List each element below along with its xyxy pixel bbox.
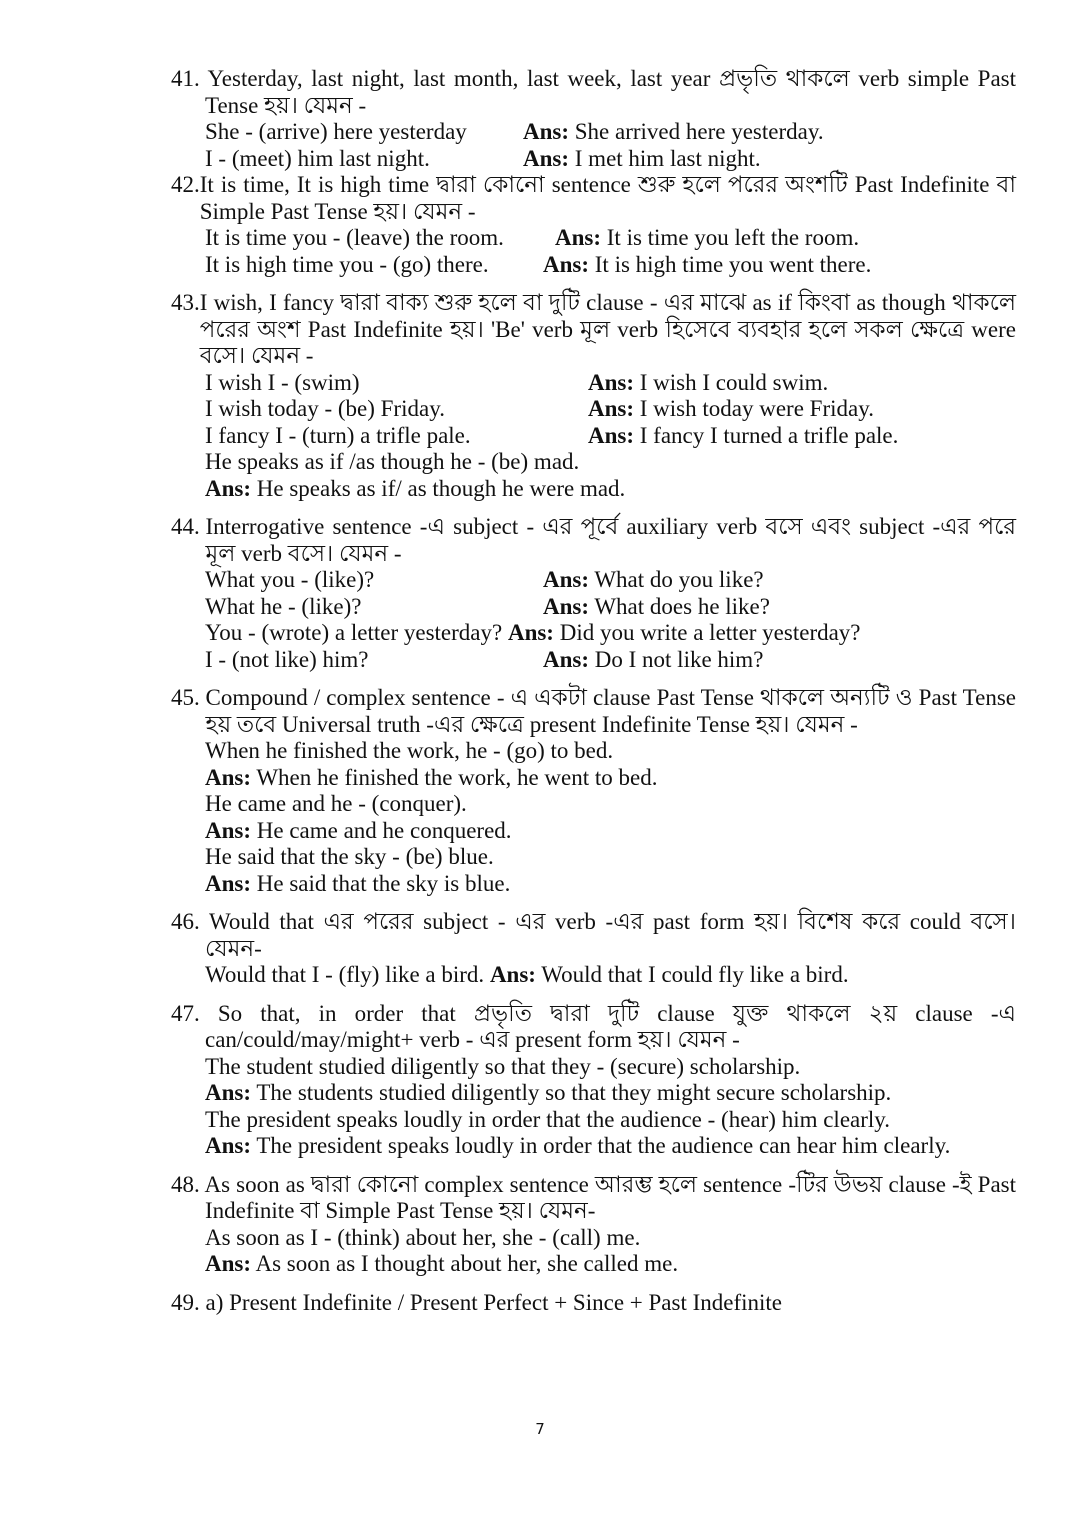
example-answer-line [205,871,1016,898]
example-pair [205,962,1016,989]
example-pair [205,119,1016,146]
example-answer: The president speaks loudly in order that the audience can hear him clearly. [251,1133,951,1158]
example-question: I wish today - (be) Friday. [205,396,445,421]
example-question: It is high time you - (go) there. [205,251,489,277]
rule-46 [171,909,1016,989]
example-answer-line [205,818,1016,845]
answer-label: Ans: [205,1251,252,1276]
rule-text: As soon as দ্বারা কোনো complex sentence আরম্ভ হলে sentence -টির উভয় clause -ই Past Indefinite বা Simple Past Tense হয়। যেমন- [204,1171,1016,1223]
example-pair [205,423,1016,450]
rule-statement [171,514,1016,567]
rule-number: 42. [171,172,200,197]
example-question: You - (wrote) a letter yesterday? [205,620,503,645]
rule-statement [171,1172,1016,1225]
example-answer-line [205,1133,1016,1160]
rule-statement [171,685,1016,738]
answer-label: Ans: [523,145,570,171]
example-question: I - (meet) him last night. [205,145,430,171]
example-answer: It is high time you went there. [589,251,872,277]
answer-label: Ans: [205,817,252,843]
answer-label: Ans: [588,369,635,395]
example-question: The president speaks loudly in order that the audience - (hear) him clearly. [205,1106,891,1132]
example-answer: He said that the sky is blue. [251,870,511,896]
rule-number: 43. [171,290,200,315]
rule-text: Yesterday, last night, last month, last week, last year প্রভৃতি থাকলে verb simple Past Tense হয়। যেমন - [205,66,1017,118]
document-page [171,66,1016,1328]
example-question: What he - (like)? [205,593,362,619]
rule-text: It is time, It is high time দ্বারা কোনো sentence শুরু হলে পরের অংশটি Past Indefinite বা Simple Past Tense হয়। যেমন - [199,172,1016,224]
answer-label: Ans: [588,422,635,448]
example-answer: What do you like? [589,567,764,592]
answer-label: Ans: [543,251,590,277]
answer-label: Ans: [205,1133,252,1158]
rule-statement [171,290,1016,370]
example-answer: The students studied diligently so that they might secure scholarship. [251,1080,892,1105]
example-answer: Do I not like him? [589,646,764,672]
rule-number: 46. [171,909,200,934]
example-answer: I fancy I turned a trifle pale. [634,422,899,448]
rule-statement [171,66,1016,119]
example-question: Would that I - (fly) like a bird. [205,962,490,987]
example-question: He said that the sky - (be) blue. [205,844,494,869]
rule-number: 41. [171,66,200,91]
rule-text: Interrogative sentence -এ subject - এর পূর্বে auxiliary verb বসে এবং subject -এর পরে মূল verb বসে। যেমন - [205,514,1016,566]
answer-label: Ans: [555,225,602,250]
rule-text: Compound / complex sentence - এ একটা clause Past Tense থাকলে অন্যটি ও Past Tense হয় তবে Universal truth -এর ক্ষেত্রে present Indefinite Tense হয়। যেমন - [205,685,1016,737]
example-answer: Would that I could fly like a bird. [535,962,849,987]
rule-49 [171,1290,1016,1317]
rule-45 [171,685,1016,897]
example-question: As soon as I - (think) about her, she - (call) me. [205,1224,641,1250]
answer-label: Ans: [523,119,570,144]
example-pair [205,146,1016,173]
answer-label: Ans: [543,646,590,672]
example-pair [205,225,1016,252]
answer-label: Ans: [489,962,536,987]
rule-44 [171,514,1016,673]
example-answer: He came and he conquered. [251,817,512,843]
answer-label: Ans: [205,1080,252,1105]
rule-text: I wish, I fancy দ্বারা বাক্য শুরু হলে বা দুটি clause - এর মাঝে as if কিংবা as though থাকলে পরের অংশ Past Indefinite হয়। 'Be' verb মূল verb হিসেবে ব্যবহার হলে সকল ক্ষেত্রে were বসে। যেমন - [199,290,1016,368]
example-pair [205,567,1016,594]
example-answer: I wish today were Friday. [634,396,874,421]
example-answer-line [205,1251,1016,1278]
answer-label: Ans: [205,764,252,790]
answer-label: Ans: [205,870,252,896]
rule-statement [171,172,1016,225]
example-question: It is time you - (leave) the room. [205,225,504,250]
example-answer: He speaks as if/ as though he were mad. [251,475,626,501]
example-answer: It is time you left the room. [601,225,860,250]
example-question: When he finished the work, he - (go) to bed. [205,738,614,763]
answer-label: Ans: [507,620,554,645]
example-question: What you - (like)? [205,567,375,592]
rule-43 [171,290,1016,502]
example-answer-line [205,765,1016,792]
example-question: I wish I - (swim) [205,369,360,395]
example-pair [205,620,1016,647]
example-answer: What does he like? [589,593,770,619]
answer-label: Ans: [588,396,635,421]
example-pair [205,594,1016,621]
rule-number: 45. [171,685,200,710]
example-question: She - (arrive) here yesterday [205,119,467,144]
rule-text: Would that এর পরের subject - এর verb -এর past form হয়। বিশেষ করে could বসে। যেমন- [205,909,1016,961]
example-answer-line [205,1080,1016,1107]
example-question: The student studied diligently so that they - (secure) scholarship. [205,1053,801,1079]
example-question: I fancy I - (turn) a trifle pale. [205,422,471,448]
example-question: He came and he - (conquer). [205,791,467,816]
example-answer: When he finished the work, he went to bed. [251,764,658,790]
example-pair [205,396,1016,423]
example-question: I - (not like) him? [205,646,369,672]
page-number: 7 [535,1420,545,1438]
rule-text: So that, in order that প্রভৃতি দ্বারা দুটি clause যুক্ত থাকলে ২য় clause -এ can/could/may/might+ verb - এর present form হয়। যেমন - [205,1000,1017,1052]
rule-48 [171,1172,1016,1278]
example-pair [205,370,1016,397]
rule-number: 49. [171,1289,200,1315]
answer-label: Ans: [205,475,252,501]
rule-text: a) Present Indefinite / Present Perfect + Since + Past Indefinite [205,1289,782,1315]
example-answer: I met him last night. [569,145,761,171]
example-answer: I wish I could swim. [634,369,829,395]
rule-statement [171,1001,1016,1054]
rule-41 [171,66,1016,172]
rule-number: 44. [171,514,200,539]
example-pair [205,647,1016,674]
example-answer: Did you write a letter yesterday? [553,620,861,645]
rule-statement [171,909,1016,962]
answer-label: Ans: [543,593,590,619]
example-pair [205,252,1016,279]
answer-label: Ans: [543,567,590,592]
rule-number: 47. [171,1000,200,1026]
rule-statement [171,1290,1016,1317]
example-answer: As soon as I thought about her, she called me. [251,1251,679,1276]
rule-42 [171,172,1016,278]
rule-47 [171,1001,1016,1160]
example-answer-line [205,476,1016,503]
example-question: He speaks as if /as though he - (be) mad. [205,449,580,474]
rule-number: 48. [171,1171,200,1197]
example-answer: She arrived here yesterday. [569,119,824,144]
